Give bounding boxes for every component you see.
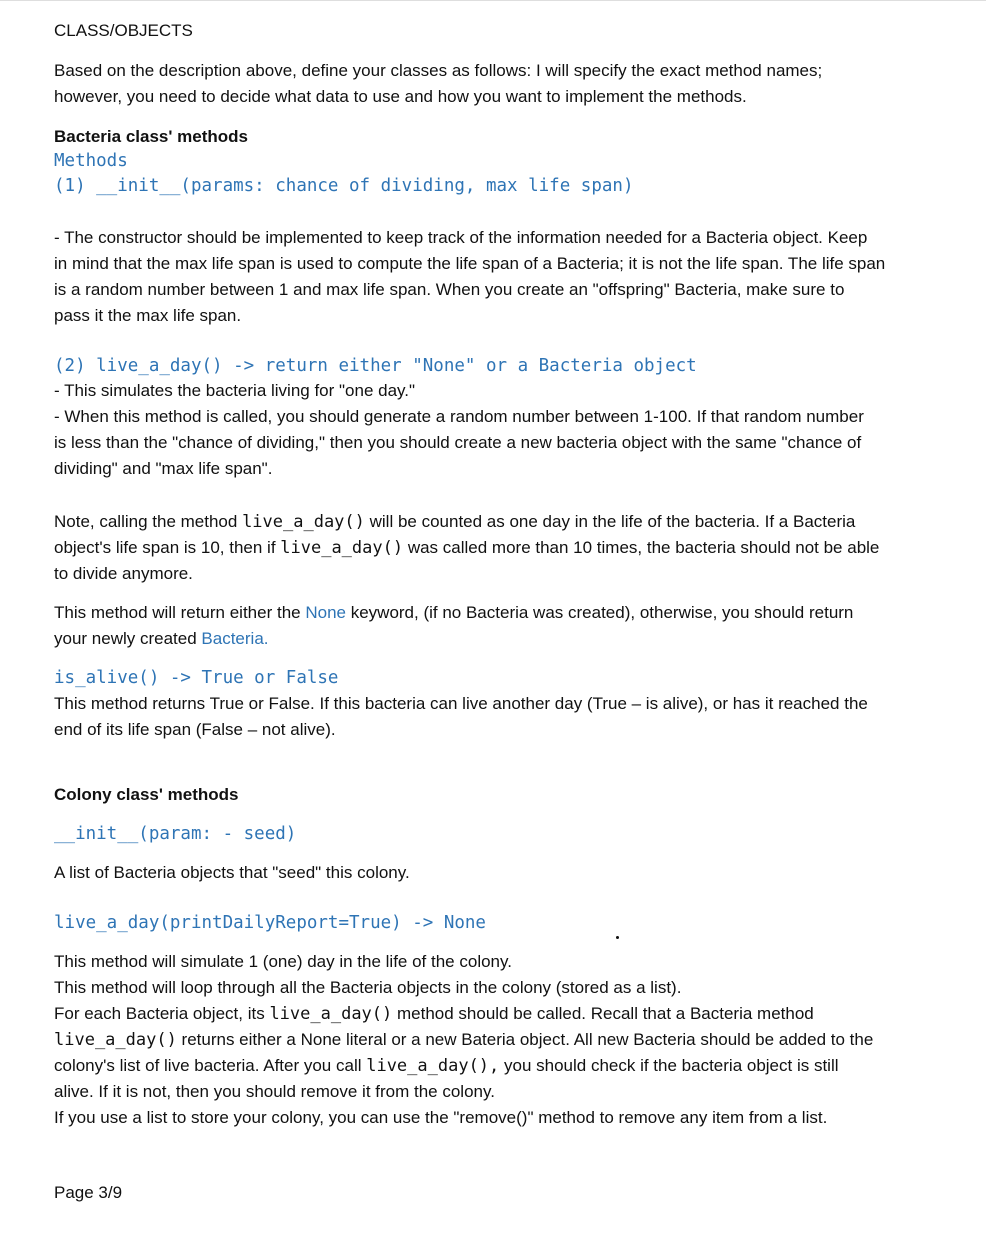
is-alive-signature: is_alive() -> True or False (54, 668, 339, 688)
live-desc-line-3: is less than the "chance of dividing," then you should create a new bacteria object with the same "chance of (54, 433, 862, 452)
bacteria-heading: Bacteria class' methods (54, 127, 248, 146)
stray-dot (616, 936, 619, 939)
inline-code: live_a_day(), (366, 1056, 500, 1076)
bacteria-keyword: Bacteria. (201, 629, 269, 648)
live-desc-line-4: dividing" and "max life span". (54, 459, 273, 478)
live-desc-line-2: - When this method is called, you should generate a random number between 1-100. If that random number (54, 407, 864, 426)
alive-desc-line-1: This method returns True or False. If this bacteria can live another day (True – is alive), or has it reached the (54, 694, 868, 713)
colony-init-desc: A list of Bacteria objects that "seed" this colony. (54, 863, 410, 882)
init-desc-line-3: is a random number between 1 and max life span. When you create an "offspring" Bacteria, make sure to (54, 280, 845, 299)
colony-desc-line-2: This method will loop through all the Bacteria objects in the colony (stored as a list). (54, 978, 682, 997)
intro-line-1: Based on the description above, define your classes as follows: I will specify the exact method names; (54, 61, 823, 80)
colony-desc-line-7: If you use a list to store your colony, you can use the "remove()" method to remove any item from a list. (54, 1108, 828, 1127)
inline-code: live_a_day() (242, 512, 365, 532)
page-number: Page 3/9 (54, 1183, 123, 1202)
colony-desc-line-1: This method will simulate 1 (one) day in the life of the colony. (54, 952, 512, 971)
top-border (0, 0, 986, 1)
return-line-2: your newly created Bacteria. (54, 629, 269, 648)
colony-heading: Colony class' methods (54, 785, 239, 804)
alive-desc-line-2: end of its life span (False – not alive). (54, 720, 336, 739)
inline-code: live_a_day() (269, 1004, 393, 1024)
colony-desc-line-4: live_a_day() returns either a None literal or a new Bateria object. All new Bacteria should be added to the (54, 1030, 874, 1050)
none-keyword: None (305, 603, 346, 622)
init-desc-line-2: in mind that the max life span is used to compute the life span of a Bacteria; it is not the life span. The life span (54, 254, 886, 273)
intro-line-2: however, you need to decide what data to use and how you want to implement the methods. (54, 87, 747, 106)
colony-live-signature: live_a_day(printDailyReport=True) -> None (54, 913, 486, 933)
colony-desc-line-5: colony's list of live bacteria. After you call live_a_day(), you should check if the bacteria object is still (54, 1056, 839, 1076)
section-header: CLASS/OBJECTS (54, 21, 193, 40)
init-desc-line-4: pass it the max life span. (54, 306, 242, 325)
note-line-2: object's life span is 10, then if live_a_day() was called more than 10 times, the bacteria should not be able (54, 538, 880, 558)
note-line-3: to divide anymore. (54, 564, 193, 583)
inline-code: live_a_day() (280, 538, 404, 558)
live-desc-line-1: - This simulates the bacteria living for "one day." (54, 381, 416, 400)
bacteria-init-signature: (1) __init__(params: chance of dividing, max life span) (54, 176, 634, 196)
return-line-1: This method will return either the None keyword, (if no Bacteria was created), otherwise, you should return (54, 603, 854, 622)
colony-init-signature: __init__(param: - seed) (54, 824, 297, 844)
init-desc-line-1: - The constructor should be implemented to keep track of the information needed for a Bacteria object. Keep (54, 228, 868, 247)
inline-code: live_a_day() (54, 1030, 177, 1050)
bacteria-live-signature: (2) live_a_day() -> return either "None" or a Bacteria object (54, 356, 697, 376)
colony-desc-line-3: For each Bacteria object, its live_a_day() method should be called. Recall that a Bacteria method (54, 1004, 814, 1024)
note-line-1: Note, calling the method live_a_day() will be counted as one day in the life of the bacteria. If a Bacteria (54, 512, 856, 532)
colony-desc-line-6: alive. If it is not, then you should remove it from the colony. (54, 1082, 495, 1101)
methods-label: Methods (54, 151, 128, 171)
